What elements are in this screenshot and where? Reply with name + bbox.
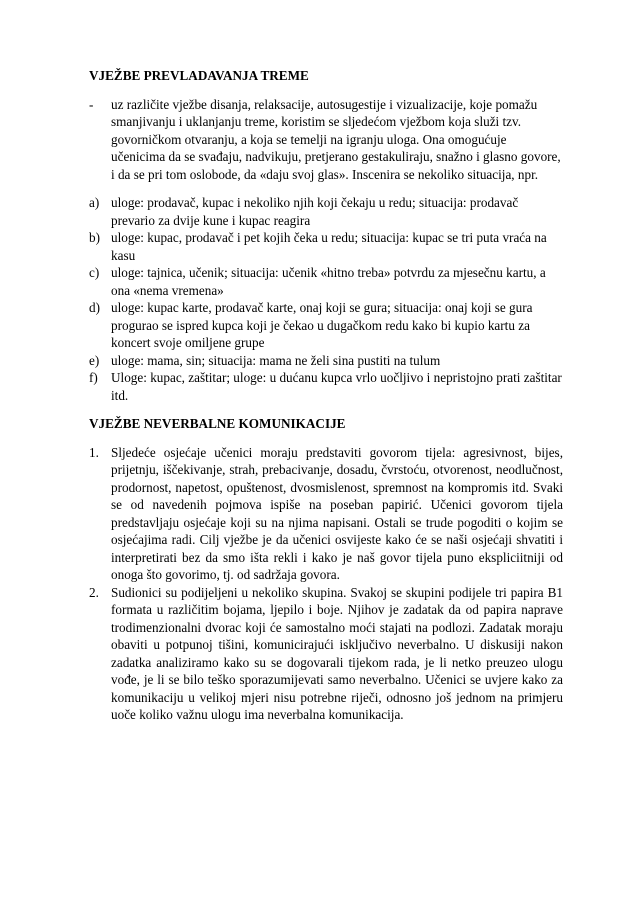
list-marker: c) xyxy=(89,265,100,280)
list-marker: a) xyxy=(89,195,100,210)
section-title-nonverbal: VJEŽBE NEVERBALNE KOMUNIKACIJE xyxy=(89,416,346,431)
list-item xyxy=(89,194,563,229)
list-item xyxy=(89,352,563,370)
list-marker: e) xyxy=(89,352,100,368)
list-item-text: uloge: mama, sin; situacija: mama ne želi sina pustiti na tulum xyxy=(111,352,441,368)
intro-text: uz različite vježbe disanja, relaksacije, autosugestije i vizualizacije, koje pomažu smanjivanju i uklanjanju treme, koristim se sljedećom vježbom koja služi tzv. govorničkom otvaranju, a koja se temelji na igranju uloga. Ona omogućuje učenicima da se svađaju, nadvikuju, pretjerano gestakuliraju, snažno i glasno govore, i da se pri tom oslobode, da «daju svoj glas». Inscenira se nekoliko situacija, npr. xyxy=(111,96,561,182)
list-marker: b) xyxy=(89,230,100,245)
intro-item xyxy=(89,96,563,184)
document-content xyxy=(89,67,563,724)
list-marker: 1. xyxy=(89,444,99,460)
list-item xyxy=(89,264,563,299)
intro-list xyxy=(89,96,563,184)
list-item xyxy=(89,229,563,264)
list-item xyxy=(89,299,563,352)
nonverbal-exercise-list xyxy=(89,444,563,724)
list-item-text: uloge: kupac karte, prodavač karte, onaj koji se gura; situacija: onaj koji se gura progurao se ispred kupca koji je čekao u dugačkom redu kako bi kupio kartu za koncert svoje omiljene grupe xyxy=(111,300,533,350)
role-play-list xyxy=(89,194,563,404)
list-item-text: Sljedeće osjećaje učenici moraju predstaviti govorom tijela: agresivnost, bijes, prijetnju, iščekivanje, strah, prebacivanje, dosadu, čvrstoću, otvorenost, neodlučnost, prodornost, napetost, opuštenost, dvosmislenost, spremnost na kompromis itd. Svaki se od navedenih pojmova ispiše na poseban papirić. Učenici govorom tijela predstavljaju osjećaje koji su na njima napisani. Ostali se trude pogoditi o kojim se osjećajima radi. Cilj vježbe je da učenici osvijeste kako će se naši osjećaji shvatiti i interpretirati bez da smo išta rekli i kako je naš govor tijela puno ekspliciitniji od onoga što govorimo, tj. od sadržaja govora. xyxy=(111,444,563,582)
list-marker: f) xyxy=(89,370,98,385)
list-item-text: uloge: prodavač, kupac i nekoliko njih koji čekaju u redu; situacija: prodavač prevario za dvije kune i kupac reagira xyxy=(111,195,519,228)
list-marker: 2. xyxy=(89,584,99,600)
list-item xyxy=(89,444,563,584)
list-item xyxy=(89,369,563,404)
section-title-stage-fright: VJEŽBE PREVLADAVANJA TREME xyxy=(89,68,309,83)
list-item-text: uloge: kupac, prodavač i pet kojih čeka u redu; situacija: kupac se tri puta vraća na kasu xyxy=(111,230,547,263)
list-item-text: Sudionici su podijeljeni u nekoliko skupina. Svakoj se skupini podijele tri papira B1 formata u različitim bojama, ljepilo i boje. Njihov je zadatak da od papira naprave trodimenzionalni dvorac koji će samostalno moći stajati na podlozi. Zadatak moraju obaviti u potpunoj tišini, komunicirajući isključivo neverbalno. U diskusiji nakon zadatka analiziramo kako su se dogovarali tijekom rada, je li netko preuzeo ulogu vođe, je li se bilo teško sporazumijevati samo neverbalno. Učenici se uvjere kako za komunikaciju u velikoj mjeri nisu potrebne riječi, odnosno još jednom na primjeru uoče koliko važnu ulogu ima neverbalna komunikacija. xyxy=(111,584,563,722)
dash-marker: - xyxy=(89,96,94,112)
list-item xyxy=(89,584,563,724)
list-marker: d) xyxy=(89,300,100,315)
list-item-text: Uloge: kupac, zaštitar; uloge: u dućanu kupca vrlo uočljivo i nepristojno prati zaštitar itd. xyxy=(111,370,562,403)
list-item-text: uloge: tajnica, učenik; situacija: učenik «hitno treba» potvrdu za mjesečnu kartu, a ona «nema vremena» xyxy=(111,265,546,298)
